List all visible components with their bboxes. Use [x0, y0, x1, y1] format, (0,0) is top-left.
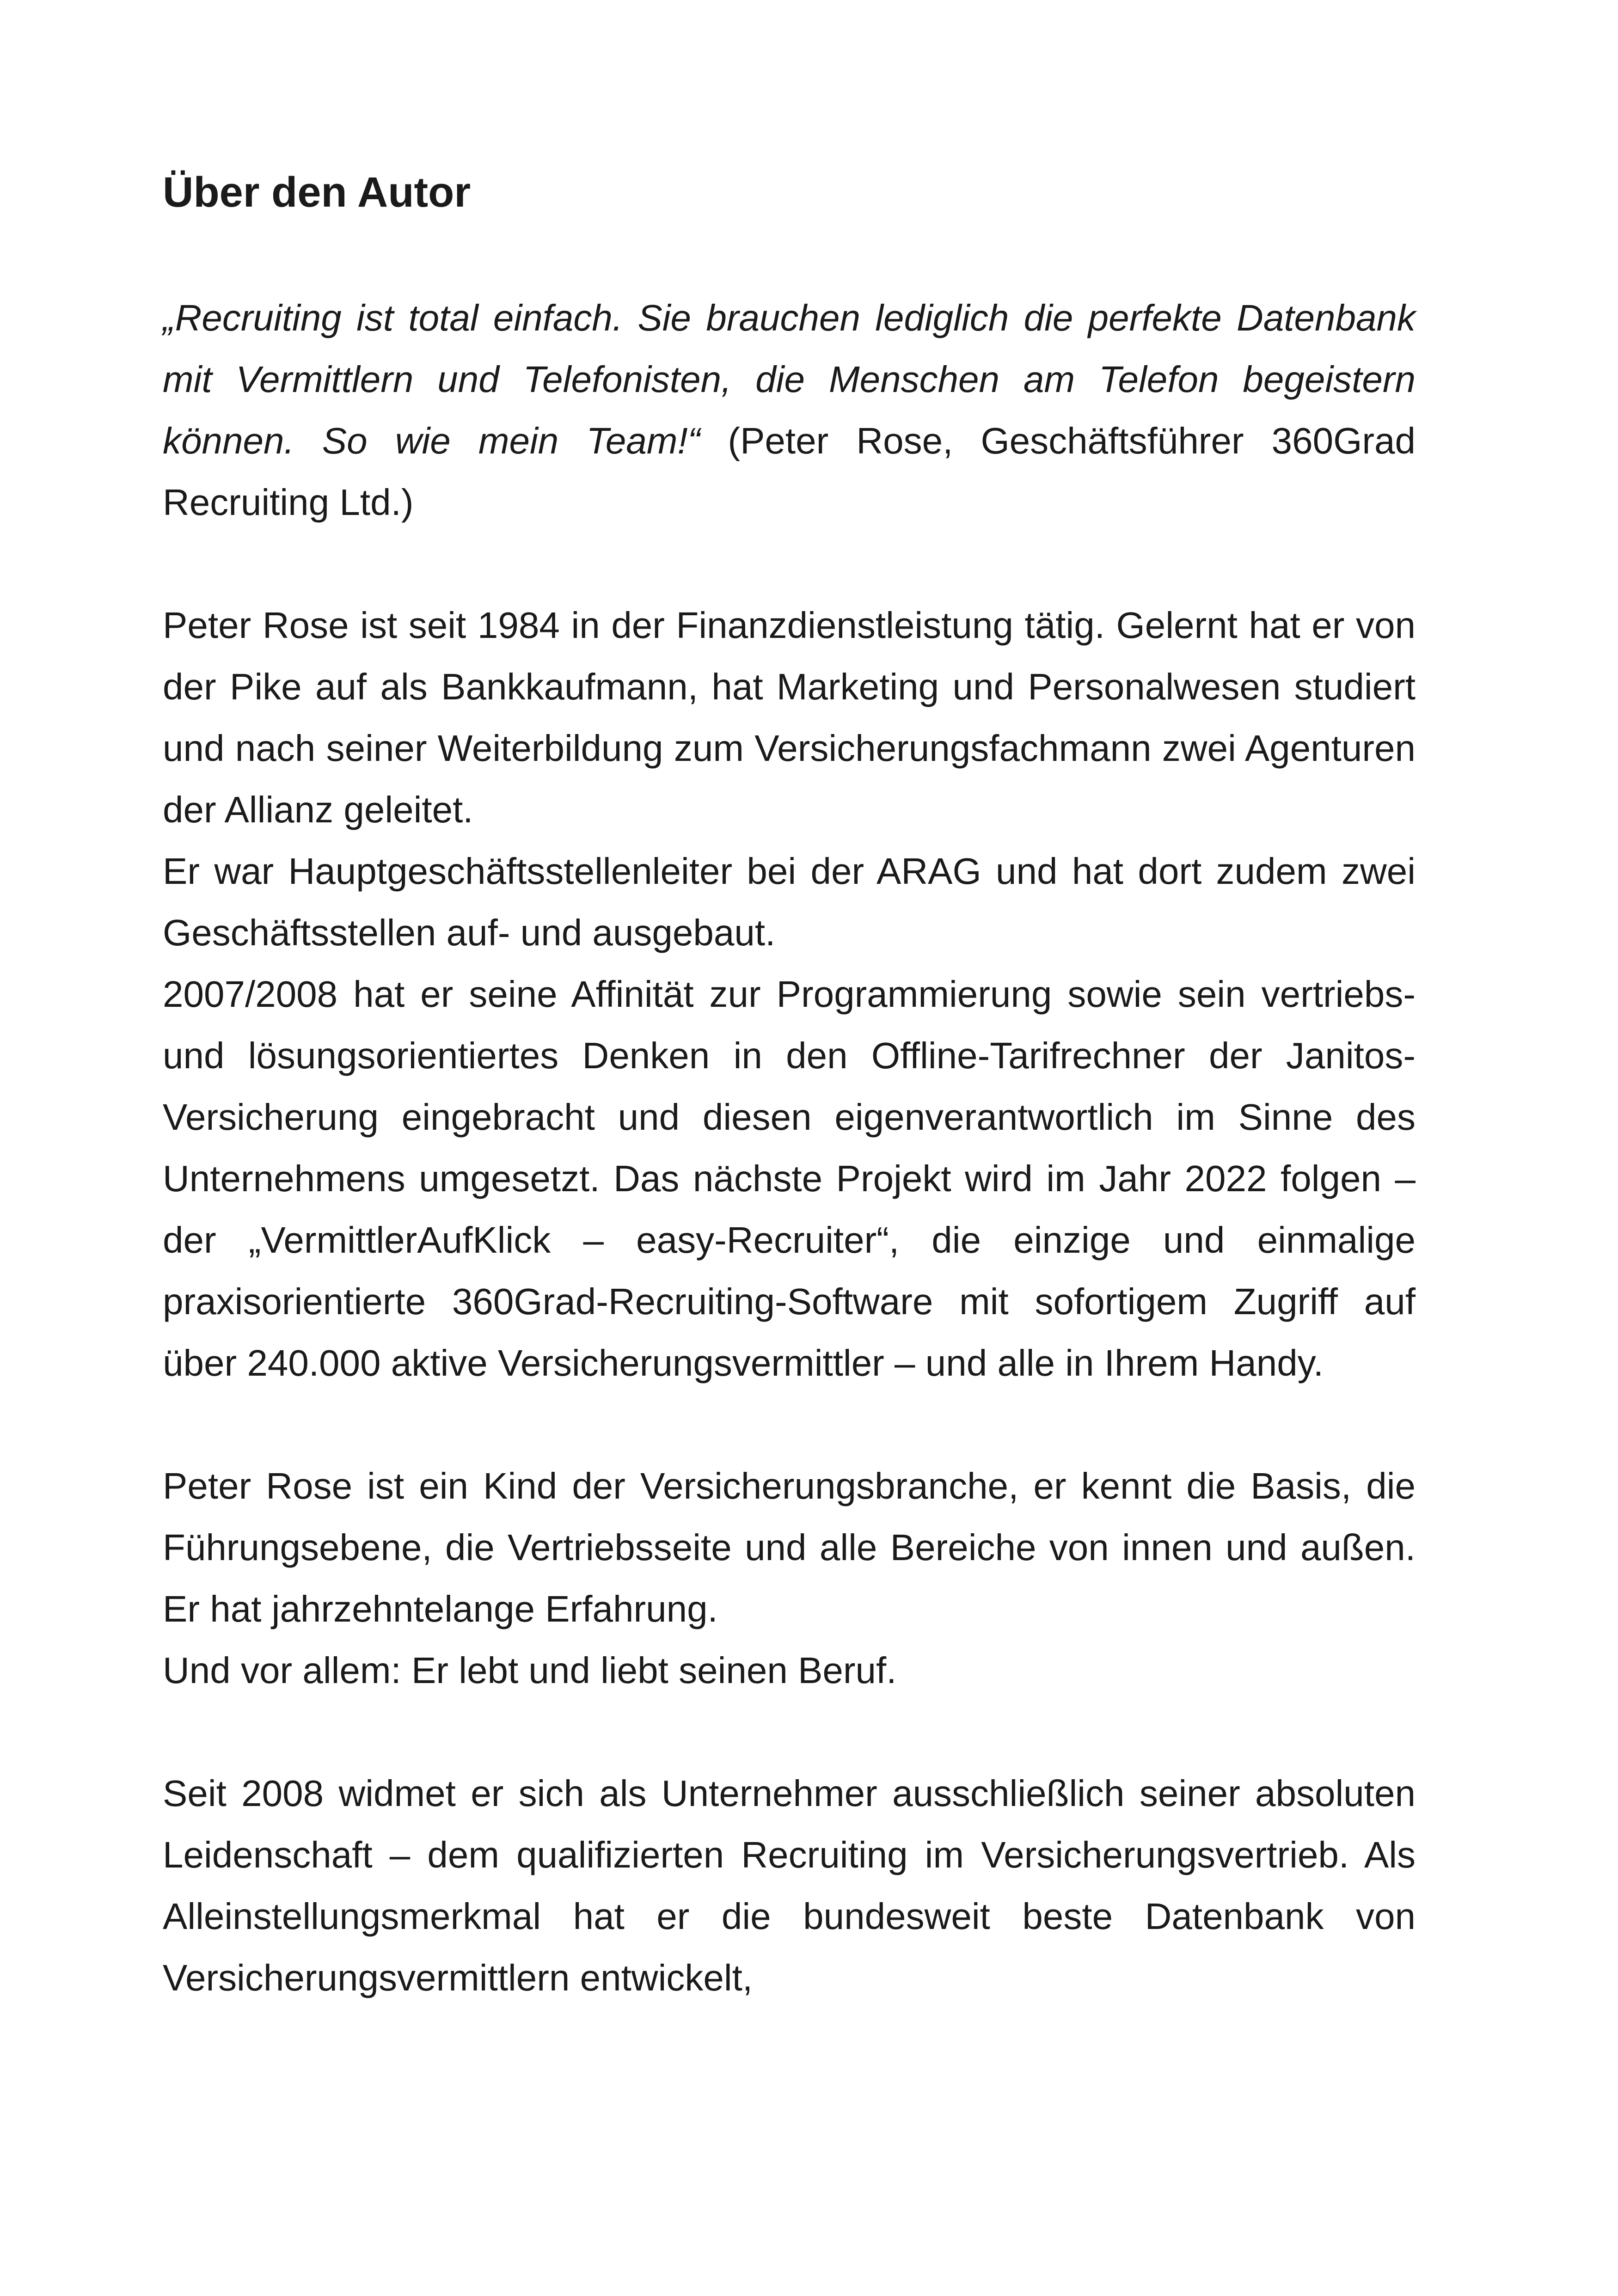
paragraph-line: Peter Rose ist seit 1984 in der Finanzdienstleistung tätig. Gelernt hat er von der Pike auf als Bankkaufmann, hat Marketing und Personalwesen studiert und nach seiner Weiterbildung zum Versicherungsfachmann zwei Agenturen der Allianz geleitet.: [163, 605, 1416, 830]
paragraph-entrepreneur: [163, 1763, 1416, 2008]
paragraph-line: Peter Rose ist ein Kind der Versicherungsbranche, er kennt die Basis, die Führungsebene, die Vertriebsseite und alle Bereiche von innen und außen. Er hat jahrzehntelange Erfahrung.: [163, 1465, 1416, 1629]
spacer: [163, 220, 1416, 287]
paragraph-line: 2007/2008 hat er seine Affinität zur Programmierung sowie sein vertriebs- und lösungsorientiertes Denken in den Offline-Tarifrechner der Janitos-Versicherung eingebracht und diesen eigenverantwortlich im Sinne des Unternehmens umgesetzt. Das nächste Projekt wird im Jahr 2022 folgen – der „VermittlerAufKlick – easy-Recruiter“, die einzige und einmalige praxisorientierte 360Grad-Recruiting-Software mit sofortigem Zugriff auf über 240.000 aktive Versicherungsvermittler – und alle in Ihrem Handy.: [163, 974, 1416, 1384]
paragraph-line: Und vor allem: Er lebt und liebt seinen Beruf.: [163, 1650, 897, 1691]
paragraph-line: Er war Hauptgeschäftsstellenleiter bei der ARAG und hat dort zudem zwei Geschäftsstellen auf- und ausgebaut.: [163, 851, 1416, 953]
paragraph-industry: [163, 1455, 1416, 1701]
quote-attribution: (Peter Rose, Geschäftsführer 360Grad Recruiting Ltd.): [163, 420, 1416, 523]
spacer: [163, 1701, 1416, 1763]
quote-paragraph: [163, 287, 1416, 533]
page-title: Über den Autor: [163, 169, 471, 216]
paragraph-line: Seit 2008 widmet er sich als Unternehmer ausschließlich seiner absoluten Leidenschaft – dem qualifizierten Recruiting im Versicherungsvertrieb. Als Alleinstellungsmerkmal hat er die bundesweit beste Datenbank von Versicherungsvermittlern entwickelt,: [163, 1773, 1416, 1998]
quote-text: „Recruiting ist total einfach. Sie brauchen lediglich die perfekte Datenbank mit Vermittlern und Telefonisten, die Menschen am Telefon begeistern können. So wie mein Team!“: [163, 297, 1416, 461]
spacer: [163, 1394, 1416, 1455]
page-content: [163, 165, 1416, 2008]
spacer: [163, 533, 1416, 594]
paragraph-career: [163, 594, 1416, 1394]
